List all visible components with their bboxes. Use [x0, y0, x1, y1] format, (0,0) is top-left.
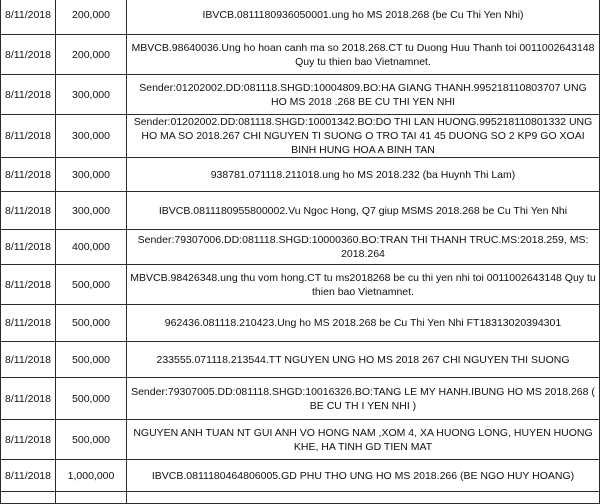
amount-cell: [56, 492, 127, 504]
table-row: [1, 342, 600, 378]
date-cell: 8/11/2018: [1, 35, 56, 75]
date-cell: 8/11/2018: [1, 75, 56, 115]
description-cell: 938781.071118.211018.ung ho MS 2018.232 (ba Huynh Thi Lam): [127, 158, 600, 192]
date-cell: 8/11/2018: [1, 158, 56, 192]
date-cell: 8/11/2018: [1, 305, 56, 342]
amount-cell: 500,000: [56, 305, 127, 342]
description-cell: IBVCB.0811180464806005.GD PHU THO UNG HO MS 2018.266 (BE NGO HUY HOANG): [127, 460, 600, 492]
table-row: [1, 420, 600, 460]
table-row: [1, 35, 600, 75]
date-cell: 8/11/2018: [1, 115, 56, 158]
table-row: [1, 378, 600, 420]
date-cell: 8/11/2018: [1, 192, 56, 230]
description-cell: NGUYEN ANH TUAN NT GUI ANH VO HONG NAM ,XOM 4, XA HUONG LONG, HUYEN HUONG KHE, HA TINH GD TIEN MAT: [127, 420, 600, 460]
date-cell: 8/11/2018: [1, 342, 56, 378]
amount-cell: 300,000: [56, 192, 127, 230]
table-row: [1, 0, 600, 35]
description-cell: Sender:79307005.DD:081118.SHGD:10016326.BO:TANG LE MY HANH.IBUNG HO MS 2018.268 ( BE CU TH I YEN NHI ): [127, 378, 600, 420]
date-cell: 8/11/2018: [1, 420, 56, 460]
description-cell: Sender:01202002.DD:081118.SHGD:10001342.BO:DO THI LAN HUONG.995218110801332 UNG HO MA SO 2018.267 CHI NGUYEN TI SUONG O TRO TAI 41 45 DUONG SO 2 KP9 GO XOAI BINH HUNG HOA A BINH TAN: [127, 115, 600, 158]
amount-cell: 500,000: [56, 378, 127, 420]
amount-cell: 1,000,000: [56, 460, 127, 492]
table-row: [1, 460, 600, 492]
description-cell: 962436.081118.210423.Ung ho MS 2018.268 be Cu Thi Yen Nhi FT18313020394301: [127, 305, 600, 342]
table-row: [1, 192, 600, 230]
description-cell: MBVCB.98426348.ung thu vom hong.CT tu ms2018268 be cu thi yen nhi toi 0011002643148 Quy tu thien bao Vietnamnet.: [127, 265, 600, 305]
date-cell: 8/11/2018: [1, 265, 56, 305]
description-cell: [127, 492, 600, 504]
date-cell: 8/11/2018: [1, 378, 56, 420]
description-cell: 233555.071118.213544.TT NGUYEN UNG HO MS 2018 267 CHI NGUYEN THI SUONG: [127, 342, 600, 378]
table-row: [1, 158, 600, 192]
donation-table-body: [1, 0, 600, 504]
amount-cell: 400,000: [56, 230, 127, 265]
date-cell: [1, 492, 56, 504]
date-cell: 8/11/2018: [1, 460, 56, 492]
amount-cell: 500,000: [56, 265, 127, 305]
date-cell: 8/11/2018: [1, 0, 56, 35]
table-row: [1, 75, 600, 115]
description-cell: IBVCB.0811180955800002.Vu Ngoc Hong, Q7 giup MSMS 2018.268 be Cu Thi Yen Nhi: [127, 192, 600, 230]
table-row: [1, 305, 600, 342]
table-row: [1, 230, 600, 265]
table-row: [1, 492, 600, 504]
amount-cell: 200,000: [56, 0, 127, 35]
amount-cell: 500,000: [56, 342, 127, 378]
table-row: [1, 265, 600, 305]
description-cell: MBVCB.98640036.Ung ho hoan canh ma so 2018.268.CT tu Duong Huu Thanh toi 0011002643148 Quy tu thien bao Vietnamnet.: [127, 35, 600, 75]
amount-cell: 300,000: [56, 75, 127, 115]
amount-cell: 300,000: [56, 158, 127, 192]
amount-cell: 200,000: [56, 35, 127, 75]
amount-cell: 300,000: [56, 115, 127, 158]
amount-cell: 500,000: [56, 420, 127, 460]
description-cell: Sender:79307006.DD:081118.SHGD:10000360.BO:TRAN THI THANH TRUC.MS:2018.259, MS: 2018.264: [127, 230, 600, 265]
description-cell: IBVCB.0811180936050001.ung ho MS 2018.268 (be Cu Thi Yen Nhi): [127, 0, 600, 35]
date-cell: 8/11/2018: [1, 230, 56, 265]
description-cell: Sender:01202002.DD:081118.SHGD:10004809.BO:HA GIANG THANH.995218110803707 UNG HO MS 2018 .268 BE CU THI YEN NHI: [127, 75, 600, 115]
table-row: [1, 115, 600, 158]
